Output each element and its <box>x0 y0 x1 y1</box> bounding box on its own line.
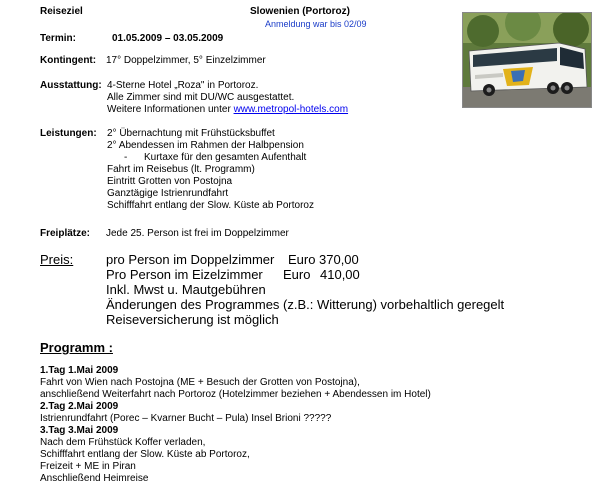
ausstattung-info-text: Weitere Informationen unter <box>107 104 234 115</box>
leistungen-item-6: Ganztägige Istrienrundfahrt <box>107 188 229 199</box>
kontingent-label: Kontingent: <box>40 55 97 66</box>
programm-line: Fahrt von Wien nach Postojna (ME + Besuch der Grotten von Postojna), <box>40 377 360 388</box>
preis-line3: Inkl. Mwst u. Mautgebühren <box>106 282 266 297</box>
leistungen-item-1: 2° Übernachtung mit Frühstücksbuffet <box>107 128 275 139</box>
programm-day-heading: 1.Tag 1.Mai 2009 <box>40 365 119 376</box>
bus-illustration <box>463 13 591 107</box>
preis-row1-currency: Euro <box>288 252 316 267</box>
termin-label: Termin: <box>40 33 76 44</box>
leistungen-label: Leistungen: <box>40 128 97 139</box>
programm-day-heading: 2.Tag 2.Mai 2009 <box>40 401 119 412</box>
preis-row2-text: Pro Person im Eizelzimmer <box>106 267 263 282</box>
leistungen-item-4: Fahrt im Reisebus (lt. Programm) <box>107 164 255 175</box>
leistungen-item-3: - Kurtaxe für den gesamten Aufenthalt <box>124 152 307 163</box>
preis-row1-amount: 370,00 <box>319 252 359 267</box>
ausstattung-label: Ausstattung: <box>40 80 102 91</box>
programm-line: Freizeit + ME in Piran <box>40 461 136 472</box>
programm-line: Anschließend Heimreise <box>40 473 149 484</box>
kontingent-value: 17° Doppelzimmer, 5° Einzelzimmer <box>106 55 266 66</box>
freiplaetze-value: Jede 25. Person ist frei im Doppelzimmer <box>106 228 289 239</box>
preis-line4: Änderungen des Programmes (z.B.: Witterung) vorbehaltlich geregelt <box>106 297 505 312</box>
preis-line5: Reiseversicherung ist möglich <box>106 312 279 327</box>
ausstattung-line3 <box>107 104 348 116</box>
hotel-website-link[interactable]: www.metropol-hotels.com <box>233 104 349 115</box>
ausstattung-line1: 4-Sterne Hotel „Roza" in Portoroz. <box>107 80 259 91</box>
leistungen-item-7: Schifffahrt entlang der Slow. Küste ab Portoroz <box>107 200 314 211</box>
freiplaetze-label: Freiplätze: <box>40 228 91 239</box>
preis-row2-currency: Euro <box>283 267 311 282</box>
programm-line: anschließend Weiterfahrt nach Portoroz (Hotelzimmer beziehen + Abendessen im Hotel) <box>40 389 431 400</box>
termin-value: 01.05.2009 – 03.05.2009 <box>112 33 224 44</box>
reiseziel-value: Slowenien (Portoroz) <box>250 6 350 17</box>
preis-row1-text: pro Person im Doppelzimmer <box>106 252 275 267</box>
preis-label: Preis: <box>40 252 74 267</box>
programm-heading: Programm : <box>40 340 113 355</box>
programm-day-heading: 3.Tag 3.Mai 2009 <box>40 425 119 436</box>
programm-line: Schifffahrt entlang der Slow. Küste ab Portoroz, <box>40 449 250 460</box>
ausstattung-line2: Alle Zimmer sind mit DU/WC ausgestattet. <box>107 92 295 103</box>
programm-line: Nach dem Frühstück Koffer verladen, <box>40 437 206 448</box>
tour-bus-photo <box>462 12 592 108</box>
programm-line: Istrienrundfahrt (Porec – Kvarner Bucht – Pula) Insel Brioni ????? <box>40 413 332 424</box>
reiseziel-label: Reiseziel <box>40 6 83 17</box>
leistungen-item-2: 2° Abendessen im Rahmen der Halbpension <box>107 140 304 151</box>
preis-row2-amount: 410,00 <box>320 267 360 282</box>
leistungen-item-5: Eintritt Grotten von Postojna <box>107 176 233 187</box>
anmeldung-note: Anmeldung war bis 02/09 <box>265 19 367 29</box>
